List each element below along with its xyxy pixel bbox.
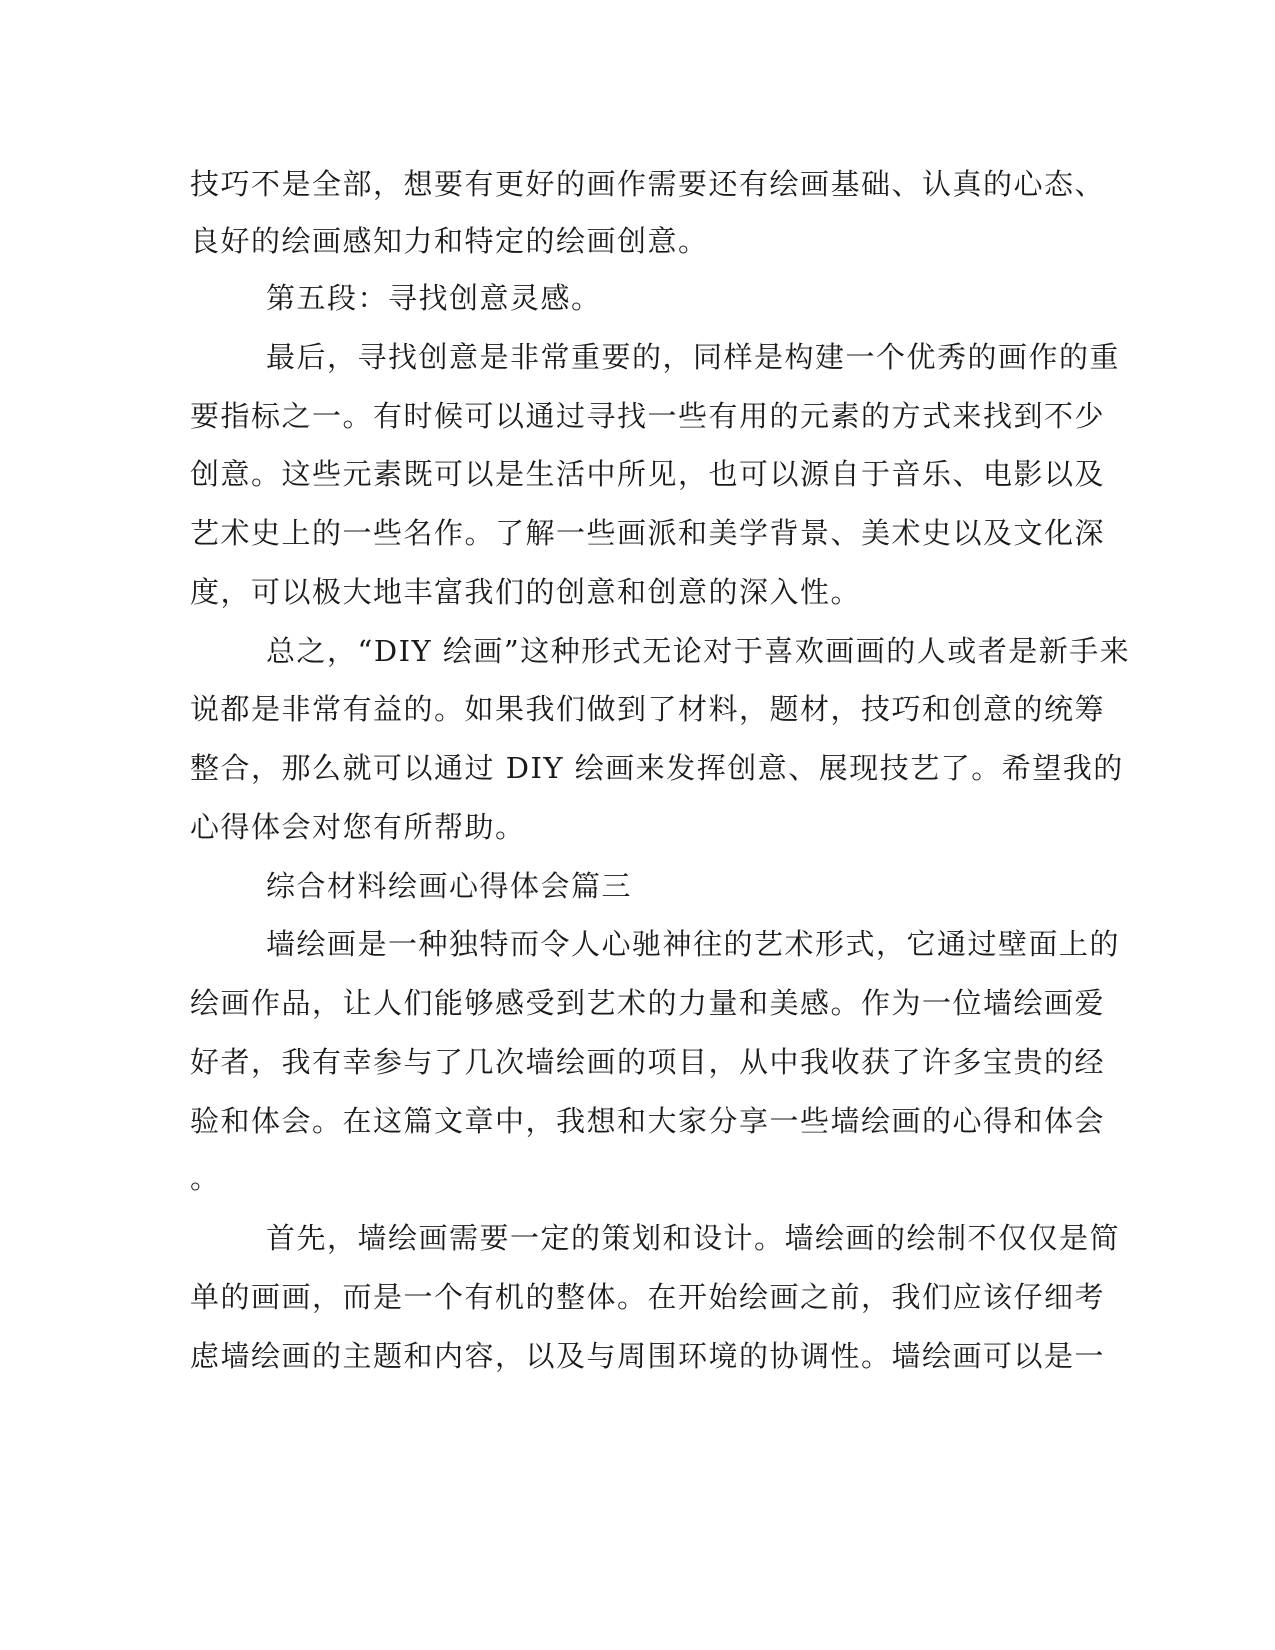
text-line: 技巧不是全部，想要有更好的画作需要还有绘画基础、认真的心态、 bbox=[190, 167, 1106, 201]
text-line: 良好的绘画感知力和特定的绘画创意。 bbox=[190, 224, 709, 258]
section-heading: 第五段：寻找创意灵感。 bbox=[266, 281, 602, 315]
text-line: 要指标之一。有时候可以通过寻找一些有用的元素的方式来找到不少 bbox=[190, 399, 1106, 433]
text-line: 总之，“DIY 绘画”这种形式无论对于喜欢画画的人或者是新手来 bbox=[266, 634, 1131, 668]
text-line: 单的画画，而是一个有机的整体。在开始绘画之前，我们应该仔细考 bbox=[190, 1280, 1106, 1314]
text-line: 首先，墙绘画需要一定的策划和设计。墙绘画的绘制不仅仅是简 bbox=[266, 1221, 1121, 1255]
text-line: 最后，寻找创意是非常重要的，同样是构建一个优秀的画作的重 bbox=[266, 340, 1121, 374]
text-line: 墙绘画是一种独特而令人心驰神往的艺术形式，它通过壁面上的 bbox=[266, 927, 1121, 961]
text-line: 验和体会。在这篇文章中，我想和大家分享一些墙绘画的心得和体会 bbox=[190, 1104, 1106, 1138]
text-line: 度，可以极大地丰富我们的创意和创意的深入性。 bbox=[190, 575, 862, 609]
text-line: 。 bbox=[190, 1161, 221, 1195]
section-heading: 综合材料绘画心得体会篇三 bbox=[266, 869, 633, 903]
text-line: 创意。这些元素既可以是生活中所见，也可以源自于音乐、电影以及 bbox=[190, 457, 1106, 491]
text-line: 艺术史上的一些名作。了解一些画派和美学背景、美术史以及文化深 bbox=[190, 516, 1106, 550]
text-line: 绘画作品，让人们能够感受到艺术的力量和美感。作为一位墙绘画爱 bbox=[190, 986, 1106, 1020]
text-line: 整合，那么就可以通过 DIY 绘画来发挥创意、展现技艺了。希望我的 bbox=[190, 751, 1124, 785]
text-line: 虑墙绘画的主题和内容，以及与周围环境的协调性。墙绘画可以是一 bbox=[190, 1339, 1106, 1373]
text-line: 好者，我有幸参与了几次墙绘画的项目，从中我收获了许多宝贵的经 bbox=[190, 1045, 1106, 1079]
text-line: 心得体会对您有所帮助。 bbox=[190, 810, 526, 844]
text-line: 说都是非常有益的。如果我们做到了材料，题材，技巧和创意的统筹 bbox=[190, 692, 1106, 726]
